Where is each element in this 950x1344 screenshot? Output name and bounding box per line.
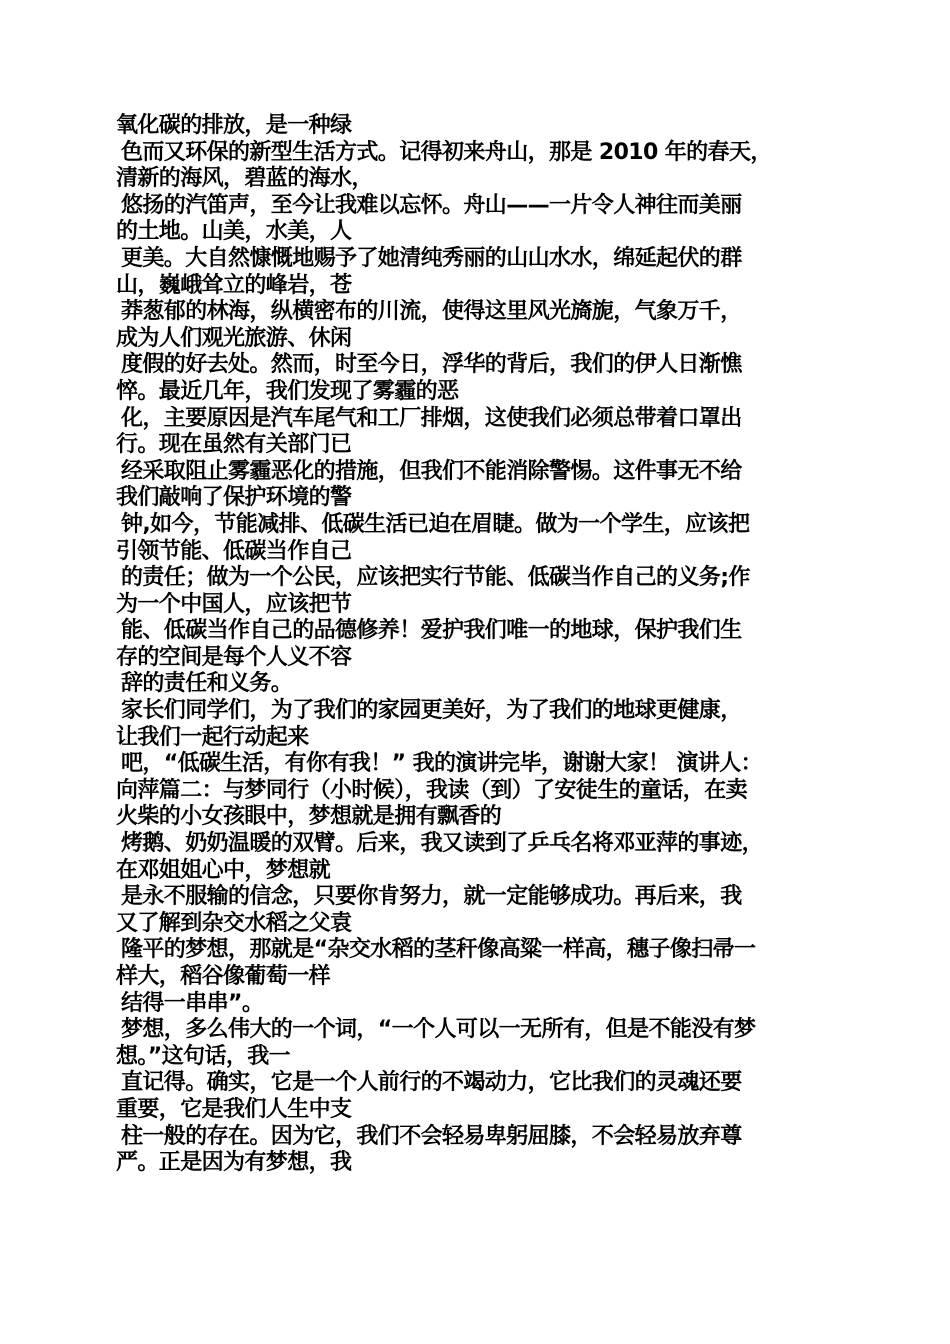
text-line: 又了解到杂交水稻之父袁 xyxy=(116,910,352,936)
text-line: 行。现在虽然有关部门已 xyxy=(116,432,352,458)
text-line: 化，主要原因是汽车尾气和工厂排烟，这使我们必须总带着口罩出 xyxy=(121,405,742,431)
text-line: 存的空间是每个人义不容 xyxy=(116,644,352,670)
text-line: 的土地。山美，水美，人 xyxy=(116,219,352,245)
text-line: 能、低碳当作自己的品德修养！爱护我们唯一的地球，保护我们生 xyxy=(121,618,742,644)
text-line: 经采取阻止雾霾恶化的措施，但我们不能消除警惕。这件事无不给 xyxy=(121,458,742,484)
text-line: 想。”这句话，我一 xyxy=(116,1043,291,1069)
text-line: 钟,如今，节能减排、低碳生活已迫在眉睫。做为一个学生，应该把 xyxy=(121,511,750,537)
text-line: 悴。最近几年，我们发现了雾霾的恶 xyxy=(116,378,459,404)
text-line: 吧，“低碳生活，有你有我！” 我的演讲完毕，谢谢大家！ 演讲人： xyxy=(121,751,763,777)
text-line: 悠扬的汽笛声，至今让我难以忘怀。舟山——一片令人神往而美丽 xyxy=(121,192,742,218)
text-line: 清新的海风，碧蓝的海水， xyxy=(116,166,373,192)
text-line: 梦想，多么伟大的一个词，“一个人可以一无所有，但是不能没有梦 xyxy=(121,1017,756,1043)
text-line: 辞的责任和义务。 xyxy=(121,671,293,697)
text-line: 隆平的梦想，那就是“杂交水稻的茎秆像高粱一样高，穗子像扫帚一 xyxy=(121,937,756,963)
text-line: 结得一串串”。 xyxy=(121,990,264,1016)
text-line: 直记得。确实，它是一个人前行的不竭动力，它比我们的灵魂还要 xyxy=(121,1070,742,1096)
text-line: 柱一般的存在。因为它，我们不会轻易卑躬屈膝，不会轻易放弃尊 xyxy=(121,1123,742,1149)
text-line: 更美。大自然慷慨地赐予了她清纯秀丽的山山水水，绵延起伏的群 xyxy=(121,245,742,271)
text-line: 是永不服输的信念，只要你肯努力，就一定能够成功。再后来，我 xyxy=(121,884,742,910)
text-line: 成为人们观光旅游、休闲 xyxy=(116,325,352,351)
text-line: 烤鹅、奶奶温暖的双臂。后来，我又读到了乒乓名将邓亚萍的事迹， xyxy=(121,831,764,857)
text-line: 为一个中国人，应该把节 xyxy=(116,591,352,617)
text-line: 让我们一起行动起来 xyxy=(116,724,309,750)
text-line: 山，巍峨耸立的峰岩，苍 xyxy=(116,272,352,298)
text-line: 样大，稻谷像葡萄一样 xyxy=(116,964,331,989)
text-line: 氧化碳的排放，是一种绿 xyxy=(116,113,352,138)
text-line: 火柴的小女孩眼中，梦想就是拥有飘香的 xyxy=(116,804,502,830)
text-line: 严。正是因为有梦想，我 xyxy=(116,1150,352,1176)
text-line: 引领节能、低碳当作自己 xyxy=(116,538,352,564)
text-line: 向萍篇二：与梦同行（小时候），我读（到）了安徒生的童话，在卖 xyxy=(116,777,748,803)
text-line: 莽葱郁的林海，纵横密布的川流，使得这里风光旖旎，气象万千， xyxy=(121,299,742,325)
text-line: 我们敲响了保护环境的警 xyxy=(116,485,352,511)
text-line: 的责任；做为一个公民，应该把实行节能、低碳当作自己的义务;作 xyxy=(121,565,750,591)
text-line: 家长们同学们，为了我们的家园更美好，为了我们的地球更健康， xyxy=(121,698,742,724)
document-page xyxy=(116,113,836,1177)
text-line: 度假的好去处。然而，时至今日，浮华的背后，我们的伊人日渐憔 xyxy=(121,352,742,378)
text-line: 色而又环保的新型生活方式。记得初来舟山，那是 2010 年的春天， xyxy=(121,139,772,165)
text-line: 在邓姐姐心中，梦想就 xyxy=(116,857,331,883)
text-line: 重要，它是我们人生中支 xyxy=(116,1096,352,1122)
